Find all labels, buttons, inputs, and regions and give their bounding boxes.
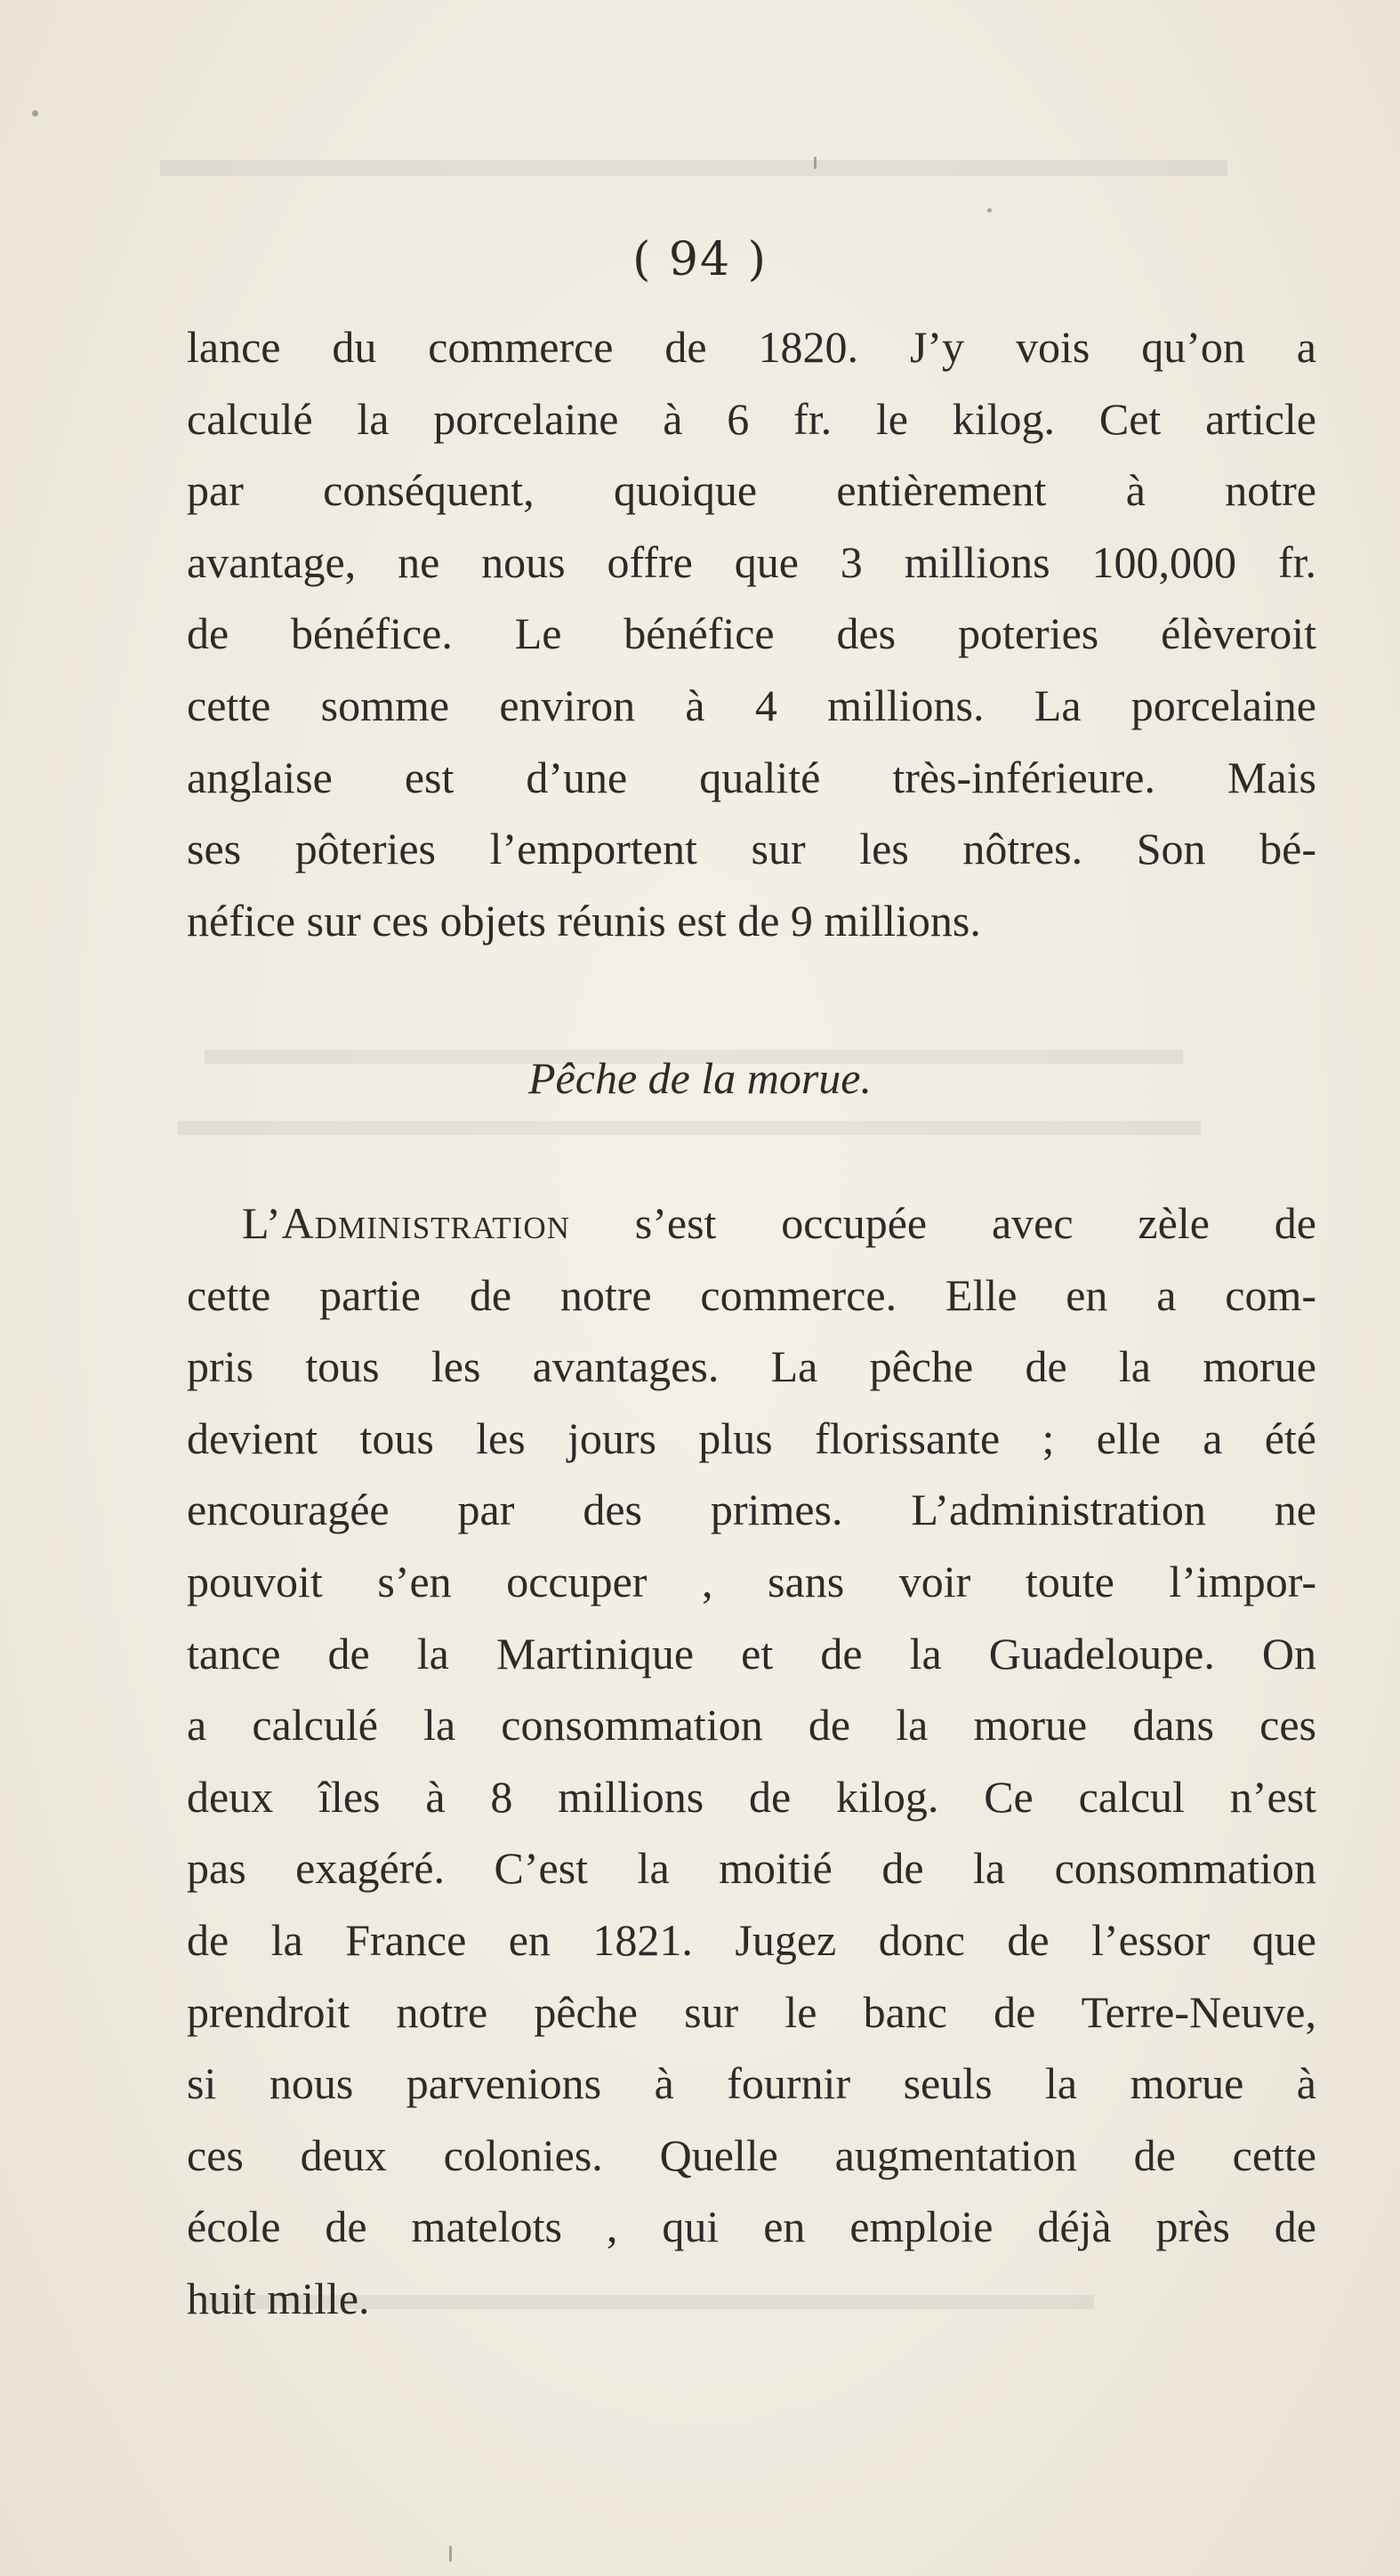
text-line: encouragée par des primes. L’administration ne: [187, 1485, 1316, 1535]
text-line-first: [187, 1187, 1316, 1260]
paper-speck: [814, 157, 817, 169]
text-line: cette partie de notre commerce. Elle en a com-: [187, 1269, 1316, 1320]
small-caps-lead-word: L’Administration: [242, 1198, 570, 1248]
text-line: par conséquent, quoique entièrement à notre: [187, 465, 1316, 516]
text-line: calculé la porcelaine à 6 fr. le kilog. Cet article: [187, 393, 1316, 444]
text-line: huit mille.: [187, 2273, 370, 2323]
section-heading: Pêche de la morue.: [528, 1053, 872, 1103]
text-line: pris tous les avantages. La pêche de la morue: [187, 1341, 1316, 1392]
text-line: avantage, ne nous offre que 3 millions 100,000 fr.: [187, 536, 1316, 587]
text-line: tance de la Martinique et de la Guadeloupe. On: [187, 1628, 1316, 1678]
paper-speck: [987, 208, 992, 213]
text-line: néfice sur ces objets réunis est de 9 millions.: [187, 895, 981, 946]
text-line: a calculé la consommation de la morue dans ces: [187, 1700, 1316, 1751]
text-line: deux îles à 8 millions de kilog. Ce calcul n’est: [187, 1771, 1316, 1822]
text-line: anglaise est d’une qualité très-inférieure. Mais: [187, 752, 1316, 802]
paper-speck: [32, 110, 38, 117]
paragraph-2: [187, 1187, 1316, 2335]
paragraph-1: [187, 311, 1316, 956]
text-line: lance du commerce de 1820. J’y vois qu’on a: [187, 322, 1316, 372]
text-line: cette somme environ à 4 millions. La porcelaine: [187, 680, 1316, 730]
paper-speck: [449, 2546, 452, 2562]
text-line: ces deux colonies. Quelle augmentation de cette: [187, 2129, 1316, 2180]
text-line: prendroit notre pêche sur le banc de Terre-Neuve,: [187, 1986, 1316, 2037]
text-line: de bénéfice. Le bénéfice des poteries élèveroit: [187, 608, 1316, 659]
text-line-rest: s’est occupée avec zèle de: [569, 1198, 1316, 1248]
text-line: devient tous les jours plus florissante ; elle a été: [187, 1413, 1316, 1463]
text-line: pouvoit s’en occuper , sans voir toute l’impor-: [187, 1556, 1316, 1606]
text-line: école de matelots , qui en emploie déjà près de: [187, 2202, 1316, 2252]
text-line: ses pôteries l’emportent sur les nôtres. Son bé-: [187, 824, 1316, 874]
text-line: de la France en 1821. Jugez donc de l’essor que: [187, 1914, 1316, 1965]
text-line: si nous parvenions à fournir seuls la morue à: [187, 2058, 1316, 2109]
page-number-header: ( 94 ): [632, 233, 768, 286]
text-line: pas exagéré. C’est la moitié de la consommation: [187, 1843, 1316, 1894]
